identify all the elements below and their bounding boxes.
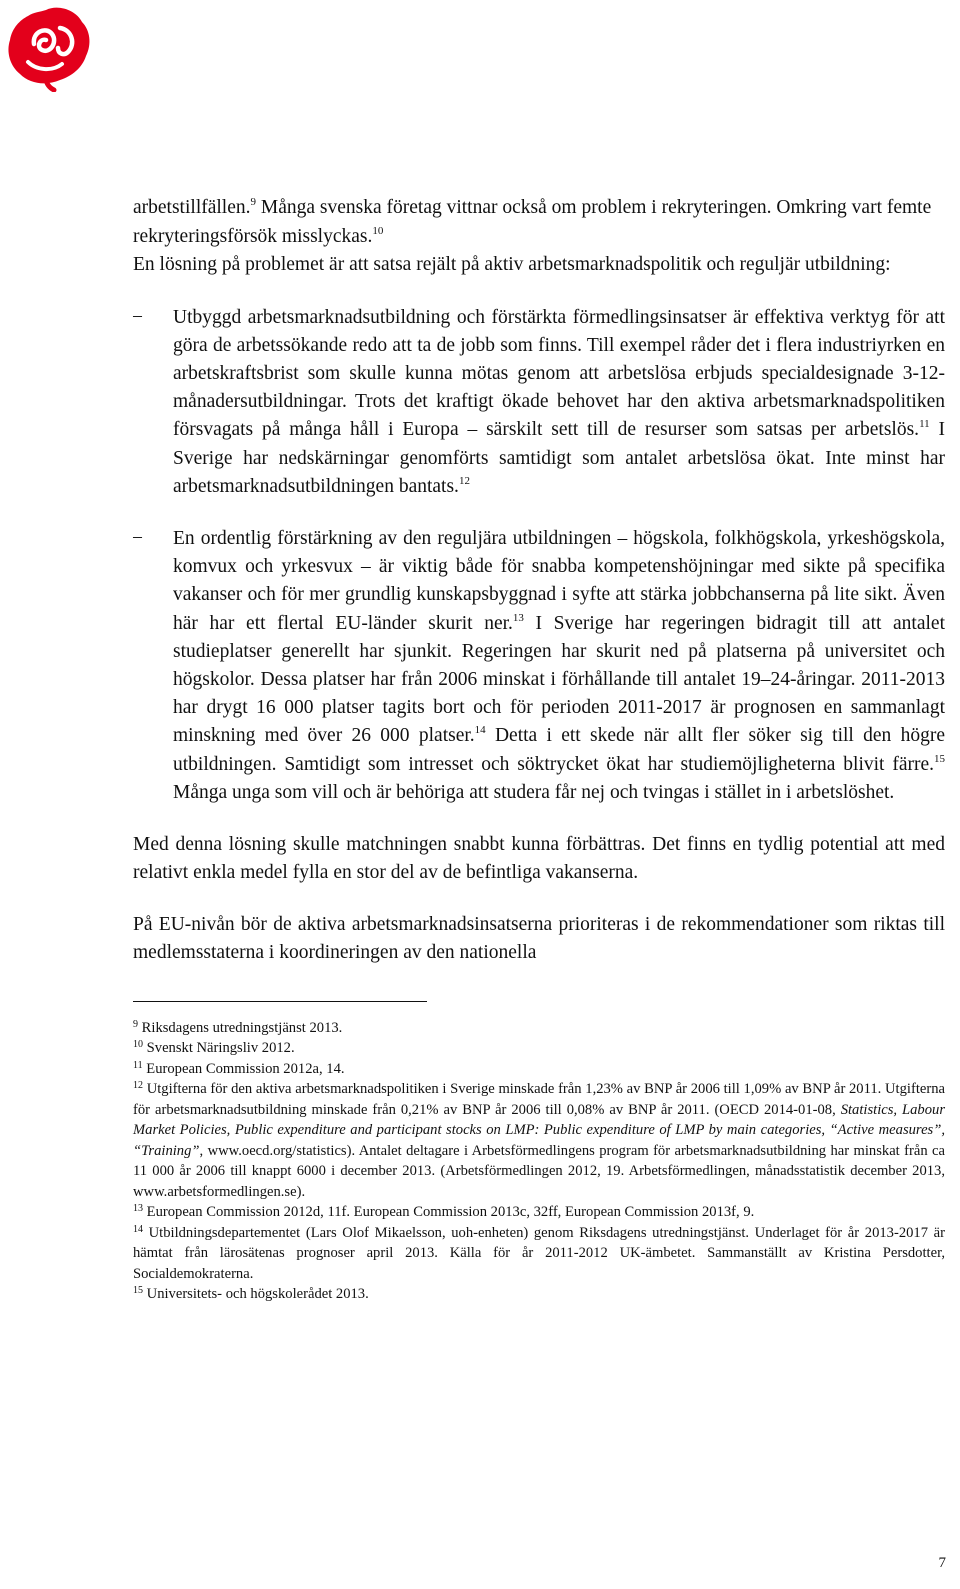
body-paragraph: På EU-nivån bör de aktiva arbetsmarknadsinsatserna prioriteras i de rekommendationer som riktas till medlemsstaterna i koordineringen av den nationella [133, 913, 945, 963]
bullet-text: Detta i ett skede när allt fler söker sig till den högre utbildningen. Samtidigt som intresset och söktrycket ökat har studiemöjligheterna blivit färre. [173, 725, 946, 775]
footnote-item [133, 1284, 945, 1305]
footnote-item [133, 1038, 945, 1059]
footnote-item [133, 1223, 945, 1285]
footnote-text: Svenskt Näringsliv 2012. [146, 1040, 295, 1057]
bullet-text: Många unga som vill och är behöriga att studera får nej och tvingas i stället in i arbetslöshet. [173, 781, 895, 803]
lead-text-1: arbetstillfällen. [133, 197, 251, 218]
footnotes [133, 1018, 945, 1305]
footnote-ref-9: 9 [250, 196, 256, 208]
footnote-ref-14: 14 [474, 724, 486, 737]
footnote-item [133, 1018, 945, 1039]
page-number: 7 [938, 1555, 946, 1571]
bullet-text: I Sverige har regeringen bidragit till att antalet studieplatser generellt har sjunkit. Regeringen har skurit ned på platserna på universitet och högskolor. Dessa platser har från 2006 minskat i förhållande till antalet 19–24-åringar. 2011-2013 har drygt 16 000 platser tagits bort och för perioden 2011-2017 är prognosen en sammanlagt minskning med över 26 000 platser. [173, 612, 945, 747]
footnote-italic-title: Statistics, Labour Market Policies, Public expenditure and participant stocks on LMP: Public expenditure of LMP by main categories, “Active measures”, “Training” [133, 1101, 945, 1159]
footnote-item [133, 1059, 945, 1080]
footnote-text: Universitets- och högskolerådet 2013. [146, 1286, 369, 1303]
footnote-item [133, 1079, 945, 1202]
lead-text-3: En lösning på problemet är att satsa rejält på aktiv arbetsmarknadspolitik och reguljär utbildning: [133, 254, 891, 275]
footnote-number: 11 [133, 1059, 143, 1071]
bullet-text: Utbyggd arbetsmarknadsutbildning och förstärkta förmedlingsinsatser är effektiva verktyg för att göra de arbetssökande redo att ta de jobb som finns. Till exempel råder det i flera industriyrken en arbetskraftsbrist som skulle kunna mötas genom att arbetslösa erbjuds specialdesignade 3-12-månadersutbildningar. Trots det kraftigt ökade behovet har den aktiva arbetsmarknadspolitiken försvagats på många håll i Europa – särskilt sett till de resurser som satsas per arbetslös. [173, 306, 945, 441]
rose-petals-shape [8, 8, 89, 84]
dash-bullet-icon: − [132, 527, 143, 549]
body-paragraph: Med denna lösning skulle matchningen snabbt kunna förbättras. Det finns en tydlig potential att med relativt enkla medel fylla en stor del av de befintliga vakanserna. [133, 833, 945, 883]
footnote-number: 9 [133, 1018, 138, 1030]
footnote-item [133, 1202, 945, 1223]
footnote-number: 13 [133, 1203, 143, 1215]
footnote-ref-10: 10 [372, 224, 384, 237]
bullet-text: I Sverige har nedskärningar genomförts samtidigt som antalet arbetslösa ökat. Inte minst har arbetsmarknadsutbildningen bantats. [173, 419, 945, 497]
footnote-ref-12: 12 [458, 474, 470, 487]
footnote-text: Utbildningsdepartementet (Lars Olof Mikaelsson, uoh-enheten) genom Riksdagens utredningstjänst. Underlaget för år 2013-2017 är hämtat från lärosätenas prognoser april 2013. Källa för år 2011-2012 UK-ämbetet. Sammanställt av Kristina Persdotter, Socialdemokraterna. [133, 1224, 945, 1282]
footnote-number: 12 [133, 1080, 143, 1092]
dash-bullet-icon: − [132, 306, 143, 328]
footnote-divider [133, 1001, 427, 1002]
footnote-ref-13: 13 [512, 611, 524, 624]
footnote-text: European Commission 2012a, 14. [146, 1060, 345, 1077]
footnote-text: Utgifterna för den aktiva arbetsmarknadspolitiken i Sverige minskade från 1,23% av BNP år 2006 till 1,09% av BNP år 2011. Utgifterna för arbetsmarknadsutbildning minskade från 0,21% av BNP år 2006 till 0,08% av BNP år 2011. (OECD 2014-01-08, [133, 1081, 945, 1118]
bullet-text: En ordentlig förstärkning av den reguljära utbildningen – högskola, folkhögskola, yrkeshögskola, komvux och yrkesvux – är viktig både för snabba kompetenshöjningar med sikte på specifika vakanser och för mer grundlig kunskapsbyggnad i syfte att stärka jobbchanserna på lite sikt. Även här har ett flertal EU-länder skurit ner. [173, 527, 945, 634]
bullet-item [133, 304, 945, 501]
footnote-number: 15 [133, 1285, 143, 1297]
footnote-number: 14 [133, 1223, 143, 1235]
footnote-ref-15: 15 [934, 752, 945, 765]
document-body [133, 194, 945, 1305]
footnote-number: 10 [133, 1039, 143, 1051]
footnote-ref-11: 11 [919, 418, 930, 431]
lead-text-2: Många svenska företag vittnar också om problem i rekryteringen. Omkring vart femte rekryteringsförsök misslyckas. [133, 197, 932, 247]
bullet-item [133, 525, 945, 807]
footnote-text: , www.oecd.org/statistics). Antalet deltagare i Arbetsförmedlingens program för arbetsmarknadsutbildning har minskat från ca 11 000 år 2006 till knappt 6000 i december 2013. (Arbetsförmedlingen 2012, 19. Arbetsförmedlingen, månadsstatistik december 2013, www.arbetsformedlingen.se). [133, 1142, 945, 1200]
footnote-text: Riksdagens utredningstjänst 2013. [141, 1019, 343, 1036]
footnote-text: European Commission 2012d, 11f. European Commission 2013c, 32ff, European Commission 2013f, 9. [146, 1204, 755, 1221]
lead-paragraph [133, 194, 945, 280]
red-rose-logo [6, 4, 92, 92]
